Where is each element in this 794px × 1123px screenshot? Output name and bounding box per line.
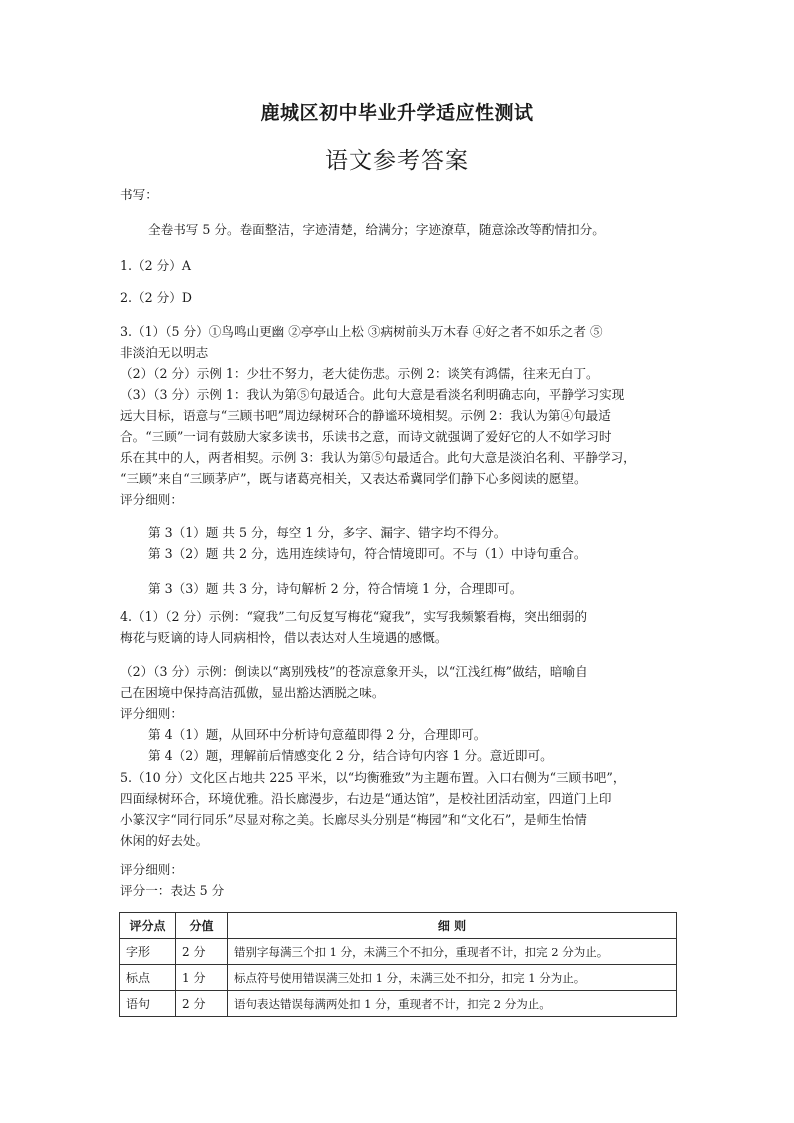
q4-part2-line1: （2）（3 分）示例：倒读以“离别残枝”的苍凉意象开头，以“江浅红梅”做结，暗喻自 bbox=[120, 664, 588, 679]
q4-part2-line2: 己在困境中保持高洁孤傲，显出豁达洒脱之味。 bbox=[120, 685, 385, 700]
table-cell: 错别字每满三个扣 1 分，未满三个不扣分，重现者不计，扣完 2 分为止。 bbox=[228, 939, 677, 965]
q3-rubric-2: 第 3（2）题 共 2 分，选用连续诗句，符合情境即可。不与（1）中诗句重合。 bbox=[148, 546, 587, 561]
table-cell: 1 分 bbox=[176, 965, 228, 991]
table-cell: 语句表达错误每满两处扣 1 分，重现者不计，扣完 2 分为止。 bbox=[228, 991, 677, 1017]
table-cell: 标点 bbox=[120, 965, 176, 991]
table-row bbox=[120, 991, 677, 1017]
table-cell: 语句 bbox=[120, 991, 176, 1017]
table-header-cell: 评分点 bbox=[120, 913, 176, 939]
q3-part1-line1: 3.（1）（5 分）①鸟鸣山更幽 ②亭亭山上松 ③病树前头万木春 ④好之者不如乐之者 ⑤ bbox=[120, 324, 603, 339]
q3-part3-line1: （3）（3 分）示例 1：我认为第⑤句最适合。此句大意是看淡名利明确志向，平静学习实现 bbox=[120, 387, 625, 402]
q5-line1: 5.（10 分）文化区占地共 225 平米，以“均衡雅致”为主题布置。入口右侧为“三顾书吧”， bbox=[120, 770, 626, 785]
q3-rubric-label: 评分细则： bbox=[120, 492, 183, 507]
q3-part1-line2: 非淡泊无以明志 bbox=[120, 345, 209, 360]
table-row bbox=[120, 965, 677, 991]
q5-rubric-subtitle: 评分一：表达 5 分 bbox=[120, 883, 225, 898]
q3-part3-line2: 远大目标，语意与“三顾书吧”周边绿树环合的静谧环境相契。示例 2：我认为第④句最适 bbox=[120, 408, 611, 423]
q3-rubric-1: 第 3（1）题 共 5 分，每空 1 分，多字、漏字、错字均不得分。 bbox=[148, 525, 507, 540]
q3-part3-line5: “三顾”来自“三顾茅庐”，既与诸葛亮相关，又表达希冀同学们静下心多阅读的愿望。 bbox=[120, 471, 587, 486]
q3-part2: （2）（2 分）示例 1：少壮不努力，老大徒伤悲。示例 2：谈笑有鸿儒，往来无白丁。 bbox=[120, 366, 599, 381]
q3-rubric-3: 第 3（3）题 共 3 分，诗句解析 2 分，符合情境 1 分，合理即可。 bbox=[148, 581, 523, 596]
q5-line2: 四面绿树环合，环境优雅。沿长廊漫步，右边是“通达馆”，是校社团活动室，四道门上印 bbox=[120, 791, 612, 806]
table-cell: 2 分 bbox=[176, 939, 228, 965]
q3-part3-line4: 乐在其中的人，两者相契。示例 3：我认为第⑤句最适合。此句大意是淡泊名利、平静学习， bbox=[120, 450, 636, 465]
page-title: 鹿城区初中毕业升学适应性测试 bbox=[260, 102, 534, 124]
q5-rubric-label: 评分细则： bbox=[120, 862, 183, 877]
rubric-table bbox=[119, 912, 677, 1017]
table-header-row bbox=[120, 913, 677, 939]
writing-label: 书写： bbox=[120, 187, 158, 202]
table-cell: 2 分 bbox=[176, 991, 228, 1017]
writing-text: 全卷书写 5 分。卷面整洁，字迹清楚，给满分；字迹潦草，随意涂改等酌情扣分。 bbox=[148, 222, 605, 237]
answer-q2: 2.（2 分）D bbox=[120, 290, 192, 305]
q5-line4: 休闲的好去处。 bbox=[120, 833, 209, 848]
q4-rubric-label: 评分细则： bbox=[120, 706, 183, 721]
page-subtitle: 语文参考答案 bbox=[325, 148, 469, 174]
table-cell: 标点符号使用错误满三处扣 1 分，未满三处不扣分，扣完 1 分为止。 bbox=[228, 965, 677, 991]
table-header-cell: 分值 bbox=[176, 913, 228, 939]
answer-q1: 1.（2 分）A bbox=[120, 258, 191, 273]
q4-rubric-2: 第 4（2）题，理解前后情感变化 2 分，结合诗句内容 1 分。意近即可。 bbox=[148, 748, 553, 763]
table-header-cell: 细 则 bbox=[228, 913, 677, 939]
q4-part1-line1: 4.（1）（2 分）示例：“窥我”二句反复写梅花“窥我”，实写我频繁看梅，突出细弱的 bbox=[120, 609, 588, 624]
table-cell: 字形 bbox=[120, 939, 176, 965]
q4-rubric-1: 第 4（1）题，从回环中分析诗句意蕴即得 2 分，合理即可。 bbox=[148, 727, 487, 742]
q3-part3-line3: 合。“三顾”一词有鼓励大家多读书，乐读书之意，而诗文就强调了爱好它的人不如学习时 bbox=[120, 429, 612, 444]
table-row bbox=[120, 939, 677, 965]
q4-part1-line2: 梅花与贬谪的诗人同病相怜，借以表达对人生境遇的感慨。 bbox=[120, 630, 448, 645]
q5-line3: 小篆汉字“同行同乐”尽显对称之美。长廊尽头分别是“梅园”和“文化石”，是师生怡情 bbox=[120, 812, 587, 827]
